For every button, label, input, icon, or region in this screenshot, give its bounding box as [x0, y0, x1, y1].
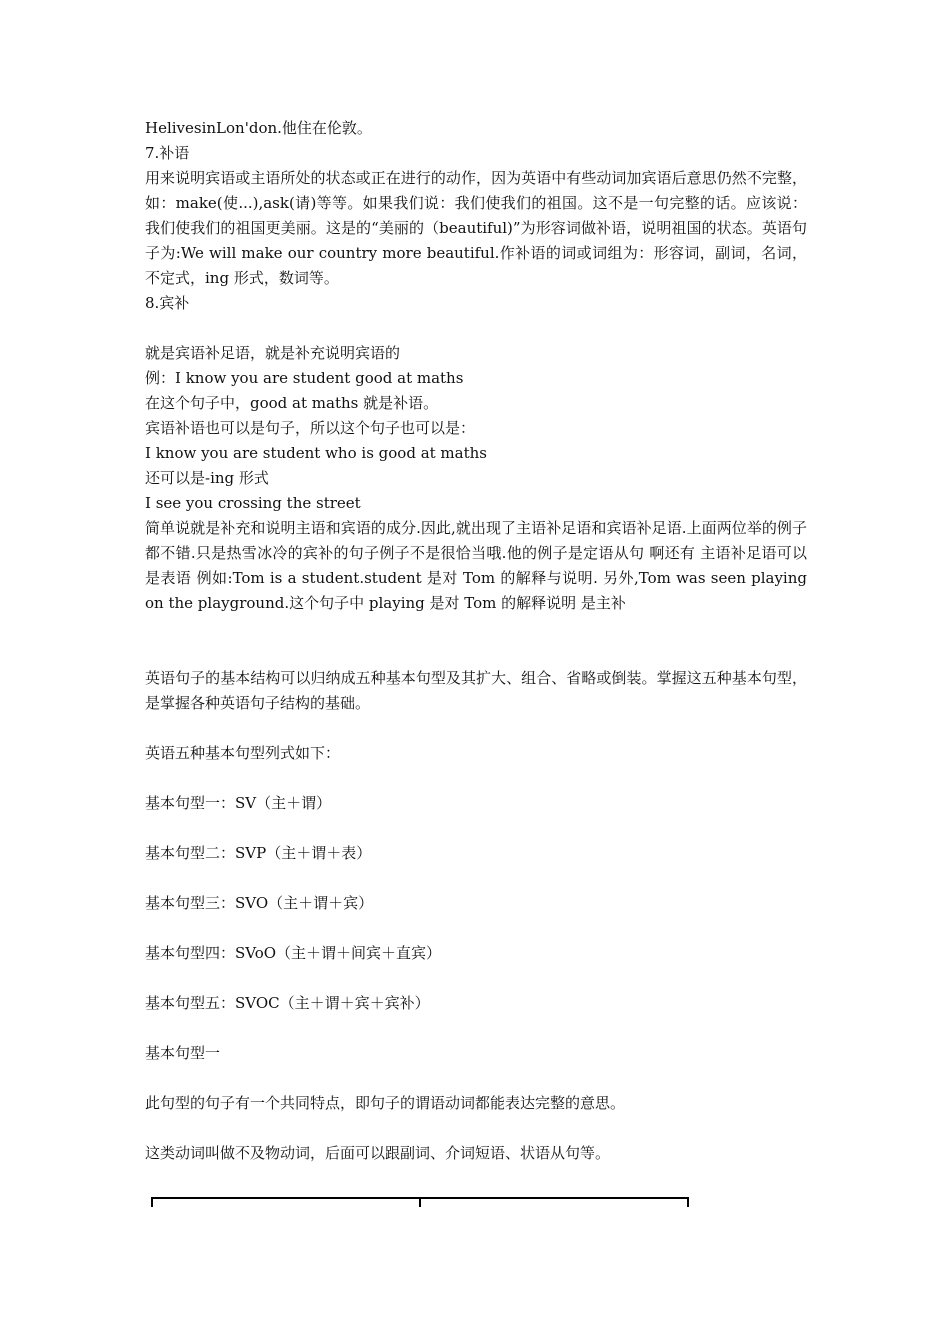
pattern-item: 基本句型四：SVoO（主＋谓＋间宾＋直宾） — [145, 944, 442, 962]
intro-line: HelivesinLon'don.他住在伦敦。 — [145, 119, 372, 137]
table-rule — [151, 1197, 153, 1207]
example-line: I know you are student who is good at maths — [145, 444, 487, 462]
pattern-item: 基本句型一：SV（主＋谓） — [145, 794, 332, 812]
object-complement-line: 就是宾语补足语，就是补充说明宾语的 — [145, 344, 401, 362]
section-heading-complement: 7.补语 — [145, 144, 190, 162]
complement-paragraph: 用来说明宾语或主语所处的状态或正在进行的动作，因为英语中有些动词加宾语后意思仍然不完整，如：make(使...),ask(请)等等。如果我们说：我们使我们的祖国。这不是一句完整的话。应该说：我们使我们的祖国更美丽。这是的“美丽的（beautiful)”为形容词做补语，说明祖国的状态。英语句子为:We will make our country more beautiful.作补语的词或词组为：形容词，副词，名词，不定式，ing 形式，数词等。 — [145, 169, 807, 287]
patterns-list-heading: 英语五种基本句型列式如下： — [145, 744, 341, 762]
example-line: 例：I know you are student good at maths — [145, 369, 464, 387]
spacer — [145, 616, 807, 666]
pattern1-description: 这类动词叫做不及物动词，后面可以跟副词、介词短语、状语从句等。 — [145, 1144, 611, 1162]
pattern-item: 基本句型五：SVOC（主＋谓＋宾＋宾补） — [145, 994, 430, 1012]
example-line: I see you crossing the street — [145, 494, 361, 512]
section-heading-object-complement: 8.宾补 — [145, 294, 190, 312]
summary-paragraph: 简单说就是补充和说明主语和宾语的成分.因此,就出现了主语补足语和宾语补足语.上面两位举的例子都不错.只是热雪冰冷的宾补的句子例子不是很恰当哦.他的例子是定语从句 啊还有 主语补足语可以是表语 例如:Tom is a student.student 是对 Tom 的解释与说明. 另外,Tom was seen playing on the playground.这个句子中 playing 是对 Tom 的解释说明 是主补 — [145, 519, 807, 612]
document-page — [145, 116, 807, 1191]
explanation-line: 在这个句子中，good at maths 就是补语。 — [145, 394, 439, 412]
explanation-line: 还可以是-ing 形式 — [145, 469, 269, 487]
pattern-item: 基本句型二：SVP（主＋谓＋表） — [145, 844, 372, 862]
pattern1-description: 此句型的句子有一个共同特点，即句子的谓语动词都能表达完整的意思。 — [145, 1094, 626, 1112]
explanation-line: 宾语补语也可以是句子，所以这个句子也可以是： — [145, 419, 476, 437]
spacer — [145, 316, 807, 341]
table-top-border — [151, 1197, 689, 1207]
pattern-item: 基本句型三：SVO（主＋谓＋宾） — [145, 894, 374, 912]
patterns-intro-paragraph: 英语句子的基本结构可以归纳成五种基本句型及其扩大、组合、省略或倒装。掌握这五种基本句型，是掌握各种英语句子结构的基础。 — [145, 669, 807, 712]
pattern1-heading: 基本句型一 — [145, 1044, 221, 1062]
table-rule — [687, 1197, 689, 1207]
table-rule — [419, 1197, 421, 1207]
